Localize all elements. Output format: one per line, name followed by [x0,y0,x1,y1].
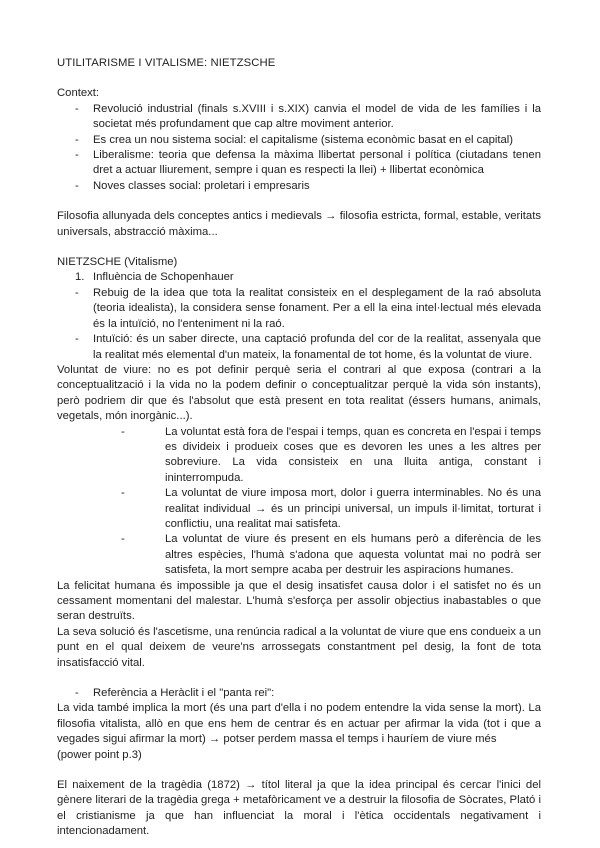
context-item-1: Revolució industrial (finals s.XVIII i s.XIX) canvia el model de vida de les famílies i la societat més profundament que cap altre moviment anterior. [93,102,541,131]
document-page [57,56,541,840]
voluntat-list [57,425,541,579]
voluntat-item-3: La voluntat de viure és present en els humans però a diferència de les altres espècies, l'humà s'adona que aquesta voluntat mai no podrà ser satisfeta, la mort sempre acaba per destruir les aspiracions humanes. [165,533,541,577]
list-item [57,179,541,194]
list-item [57,102,541,133]
list-item [57,133,541,148]
dash-bullet: - [75,286,79,299]
heraclit-item: Referència a Heràclit i el "panta rei": [93,687,275,700]
schopenhauer-item: Influència de Schopenhauer [93,271,234,284]
dash-bullet: - [75,133,79,146]
intuicio-item: Intuïció: és un saber directe, una captació profunda del cor de la realitat, assenyala que la realitat més elemental d'un mateix, la fonamental de tot home, és la voluntat de viure. [93,333,541,361]
nietzsche-heading: NIETZSCHE (Vitalisme) [57,256,178,269]
context-heading: Context: [57,87,100,100]
dash-bullet: - [75,149,79,162]
voluntat-item-1: La voluntat està fora de l'espai i temps, quan es concreta en l'espai i temps es divideix i produeix coses que es devoren les unes a les altres per sobreviure. La vida consisteix en una lluita antiga, constant i ininterrompuda. [165,425,541,484]
tragedia-paragraph: El naixement de la tragèdia (1872) → títol literal ja que la idea principal és cercar l'inici del gènere literari de la tragèdia grega + metafòricament ve a destruir la filosofia de Sòcrates, Plató i el cristianisme ja que han influenciat la moral i l'ètica occidentals negativament i intencionadament. [57,779,541,838]
dash-bullet: - [75,687,79,700]
nietzsche-list [57,286,541,363]
list-item [57,686,541,701]
voluntat-paragraph: Voluntat de viure: no es pot definir perquè seria el contrari al que exposa (contrari a la conceptualització i la vida no la podem definir o conceptualitzar perquè la vida són instants), però podriem dir que és l'absolut que està present en tota realitat (éssers humans, animals, vegetals, món inorgànic...). [57,363,541,423]
list-item [57,286,541,332]
context-item-2: Es crea un nou sistema social: el capitalisme (sistema econòmic basat en el capital) [93,133,514,146]
context-item-4: Noves classes social: proletari i empresaris [93,179,310,192]
dash-bullet: - [121,487,125,500]
list-item [57,425,541,487]
dash-bullet: - [75,102,79,115]
list-item [57,270,541,285]
dash-bullet: - [75,333,79,346]
solucio-paragraph: La seva solució és l'ascetisme, una renúncia radical a la voluntat de viure que ens condueix a un punt en el qual deixem de veure'ns arrossegats constantment pel desig, la font de tota insatisfacció vital. [57,625,541,669]
list-item [57,532,541,578]
context-list [57,102,541,194]
numbered-list [57,270,541,285]
list-item [57,332,541,363]
heraclit-paragraph: La vida també implica la mort (és una part d'ella i no podem entendre la vida sense la mort). La filosofia vitalista, allò en que ens hem de centrar és en actuar per afirmar la vida (tot i que a vegades sigui afirmar la mort) → potser perdem massa el temps i hauríem de viure més [57,702,541,746]
philosophy-paragraph: Filosofia allunyada dels conceptes antics i medievals → filosofia estricta, formal, estable, veritats universals, abstracció màxima... [57,210,541,238]
voluntat-item-2: La voluntat de viure imposa mort, dolor i guerra interminables. No és una realitat individual → és un principi universal, un impuls il·limitat, torturat i conflictiu, una realitat mai satisfeta. [165,487,541,530]
dash-bullet: - [75,179,79,192]
power-point-note: (power point p.3) [57,748,142,761]
context-item-3: Liberalisme: teoria que defensa la màxima llibertat personal i política (ciutadans tenen dret a actuar lliurement, sempre i quan es respecti la llei) + llibertat econòmica [93,149,541,177]
list-item [57,148,541,179]
rebuig-item: Rebuig de la idea que tota la realitat consisteix en el desplegament de la raó absoluta (teoria idealista), la considera sense fonament. Per a ell la eina intel·lectual més elevada és la intuïció, no l'enteniment ni la raó. [93,286,541,330]
list-number: 1. [75,271,85,284]
list-item [57,486,541,532]
heraclit-list [57,686,541,701]
felicitat-paragraph: La felicitat humana és impossible ja que el desig insatisfet causa dolor i el satisfet no és un cessament momentani del malestar. L'humà s'esforça per assolir objectius inabastables o que seran destruïts. [57,579,541,623]
document-title: UTILITARISME I VITALISME: NIETZSCHE [57,57,276,69]
dash-bullet: - [121,533,125,546]
dash-bullet: - [121,425,125,438]
